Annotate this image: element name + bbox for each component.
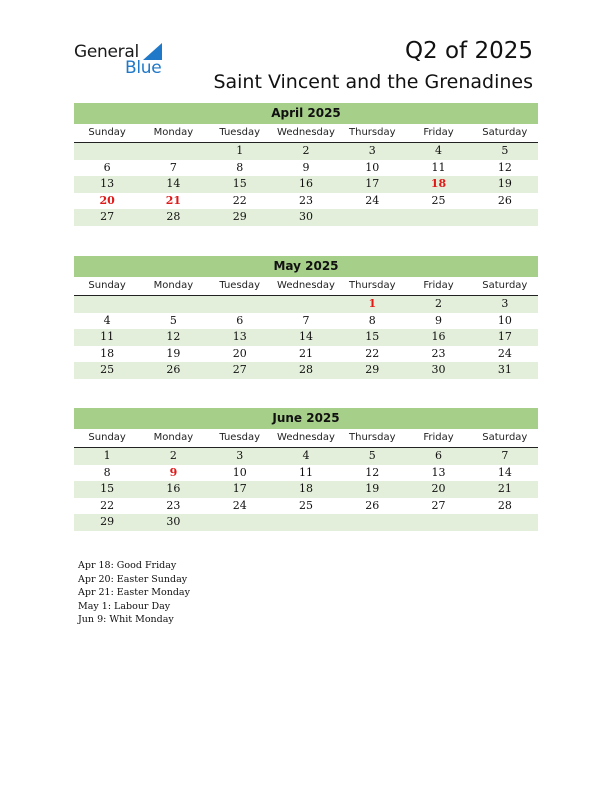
holiday-item: Apr 21: Easter Monday: [78, 587, 190, 598]
day-cell: 21: [497, 482, 512, 495]
day-cell: 30: [431, 363, 446, 376]
day-cell: [140, 143, 206, 160]
day-cell: 7: [169, 160, 177, 174]
day-cell: [339, 514, 405, 531]
day-cell: 24: [497, 346, 512, 360]
day-cell: 21: [298, 346, 313, 360]
weekday-label: Tuesday: [219, 280, 261, 291]
day-cell: 7: [501, 449, 509, 462]
weekday-label: Wednesday: [277, 280, 335, 291]
day-cell: [207, 296, 273, 313]
day-cell: 2: [435, 297, 443, 310]
holiday-list: [78, 559, 190, 627]
day-cell: 1: [103, 449, 111, 462]
day-cell: 9: [302, 160, 310, 174]
day-cell: 24: [365, 193, 380, 207]
day-cell: 5: [368, 449, 376, 462]
day-cell: 19: [365, 482, 380, 495]
weekday-label: Wednesday: [277, 432, 335, 443]
day-cell: 3: [501, 297, 509, 310]
weekday-label: Tuesday: [219, 127, 261, 138]
weekday-label: Wednesday: [277, 127, 335, 138]
weekday-label: Thursday: [349, 280, 396, 291]
day-cell: 31: [497, 363, 512, 376]
day-cell: 2: [302, 144, 310, 157]
logo: [74, 42, 174, 78]
day-cell: 27: [431, 498, 446, 512]
day-cell: 25: [298, 498, 313, 512]
holiday-item: Jun 9: Whit Monday: [78, 614, 174, 625]
day-cell: 5: [501, 144, 509, 157]
week-row: [74, 514, 538, 531]
day-cell: 11: [431, 160, 446, 174]
week-row: [74, 346, 538, 363]
day-cell: 27: [100, 210, 115, 223]
day-cell: 23: [298, 193, 313, 207]
day-cell: 7: [302, 313, 310, 327]
day-cell: 20: [232, 346, 247, 360]
day-cell: 13: [431, 465, 446, 479]
weekday-label: Saturday: [482, 432, 528, 443]
week-row: [74, 498, 538, 515]
month-title: April 2025: [74, 103, 538, 124]
month-title: June 2025: [74, 408, 538, 429]
day-cell: 12: [365, 465, 380, 479]
day-cell: 1: [368, 297, 377, 310]
weekday-label: Sunday: [88, 432, 126, 443]
weekday-header-row: [74, 124, 538, 143]
country-title: Saint Vincent and the Grenadines: [213, 71, 533, 93]
day-cell: 23: [166, 498, 181, 512]
weekday-header-row: [74, 277, 538, 296]
weekday-label: Friday: [423, 280, 454, 291]
day-cell: 13: [232, 330, 247, 343]
day-cell: 29: [100, 515, 115, 528]
day-cell: 23: [431, 346, 446, 360]
day-cell: 14: [166, 177, 181, 190]
day-cell: 12: [497, 160, 512, 174]
day-cell: 4: [103, 313, 111, 327]
day-cell: 8: [103, 465, 111, 479]
weekday-label: Monday: [153, 432, 194, 443]
week-row: [74, 143, 538, 160]
logo-general-text: General: [74, 42, 139, 62]
day-cell: 22: [232, 193, 247, 207]
day-cell: 27: [232, 363, 247, 376]
day-cell: 16: [298, 177, 313, 190]
day-cell: [405, 514, 471, 531]
day-cell: 9: [169, 465, 178, 479]
weekday-label: Tuesday: [219, 432, 261, 443]
week-row: [74, 329, 538, 346]
weekday-label: Sunday: [88, 280, 126, 291]
day-cell: [405, 209, 471, 226]
weekday-label: Saturday: [482, 127, 528, 138]
day-cell: 10: [497, 313, 512, 327]
weekday-label: Saturday: [482, 280, 528, 291]
weekday-header-row: [74, 429, 538, 448]
month-title: May 2025: [74, 256, 538, 277]
weekday-label: Monday: [153, 127, 194, 138]
weekday-label: Sunday: [88, 127, 126, 138]
day-cell: 8: [368, 313, 376, 327]
day-cell: 3: [236, 449, 244, 462]
day-cell: [339, 209, 405, 226]
week-row: [74, 481, 538, 498]
day-cell: 16: [431, 330, 446, 343]
day-cell: [273, 296, 339, 313]
week-row: [74, 362, 538, 379]
holiday-item: Apr 20: Easter Sunday: [78, 573, 188, 585]
day-cell: 10: [232, 465, 247, 479]
day-cell: 26: [365, 498, 380, 512]
month-june: [74, 408, 538, 531]
day-cell: 11: [298, 465, 313, 479]
day-cell: 14: [298, 330, 313, 343]
day-cell: 1: [236, 144, 244, 157]
month-april: [74, 103, 538, 226]
weekday-label: Friday: [423, 127, 454, 138]
day-cell: 5: [169, 313, 177, 327]
week-row: [74, 313, 538, 330]
day-cell: 29: [365, 363, 380, 376]
day-cell: 25: [431, 193, 446, 207]
day-cell: 26: [497, 193, 512, 207]
logo-blue-text: Blue: [125, 58, 162, 78]
day-cell: 20: [431, 482, 446, 495]
day-cell: [140, 296, 206, 313]
day-cell: 22: [365, 346, 380, 360]
day-cell: 18: [430, 177, 447, 190]
month-may: [74, 256, 538, 379]
day-cell: 24: [232, 498, 247, 512]
day-cell: 18: [100, 346, 115, 360]
day-cell: 25: [100, 363, 115, 376]
day-cell: 6: [103, 160, 111, 174]
day-cell: 17: [497, 330, 512, 343]
day-cell: 12: [166, 330, 181, 343]
holiday-item: Apr 18: Good Friday: [78, 560, 177, 571]
day-cell: 28: [166, 210, 181, 223]
day-cell: [472, 514, 538, 531]
day-cell: 19: [166, 346, 181, 360]
week-row: [74, 176, 538, 193]
day-cell: 21: [165, 193, 182, 207]
holiday-item: May 1: Labour Day: [78, 600, 171, 612]
day-cell: 11: [100, 330, 115, 343]
day-cell: 17: [365, 177, 380, 190]
day-cell: 2: [169, 449, 177, 462]
day-cell: 15: [100, 482, 115, 495]
week-row: [74, 465, 538, 482]
day-cell: 20: [99, 193, 115, 207]
day-cell: [74, 296, 140, 313]
day-cell: 6: [236, 313, 244, 327]
day-cell: 17: [232, 482, 247, 495]
day-cell: 14: [497, 465, 512, 479]
week-row: [74, 160, 538, 177]
day-cell: 15: [232, 177, 247, 190]
day-cell: 22: [100, 498, 115, 512]
weekday-label: Thursday: [349, 432, 396, 443]
day-cell: 9: [435, 313, 443, 327]
day-cell: 26: [166, 363, 181, 376]
day-cell: 30: [298, 210, 313, 223]
day-cell: 4: [435, 144, 443, 157]
day-cell: 3: [368, 144, 376, 157]
day-cell: 13: [100, 177, 115, 190]
week-row: [74, 296, 538, 313]
day-cell: 10: [365, 160, 380, 174]
week-row: [74, 209, 538, 226]
day-cell: 28: [497, 498, 512, 512]
day-cell: 29: [232, 210, 247, 223]
day-cell: 18: [298, 482, 313, 495]
day-cell: 8: [236, 160, 244, 174]
day-cell: 16: [166, 482, 181, 495]
day-cell: 30: [166, 515, 181, 528]
quarter-title: Q2 of 2025: [404, 38, 533, 64]
day-cell: 28: [298, 363, 313, 376]
day-cell: 6: [435, 449, 443, 462]
week-row: [74, 448, 538, 465]
day-cell: [207, 514, 273, 531]
day-cell: [472, 209, 538, 226]
day-cell: 19: [497, 177, 512, 190]
day-cell: [273, 514, 339, 531]
weekday-label: Thursday: [349, 127, 396, 138]
weekday-label: Friday: [423, 432, 454, 443]
day-cell: 4: [302, 449, 310, 462]
day-cell: [74, 143, 140, 160]
day-cell: 15: [365, 330, 380, 343]
weekday-label: Monday: [153, 280, 194, 291]
week-row: [74, 193, 538, 210]
